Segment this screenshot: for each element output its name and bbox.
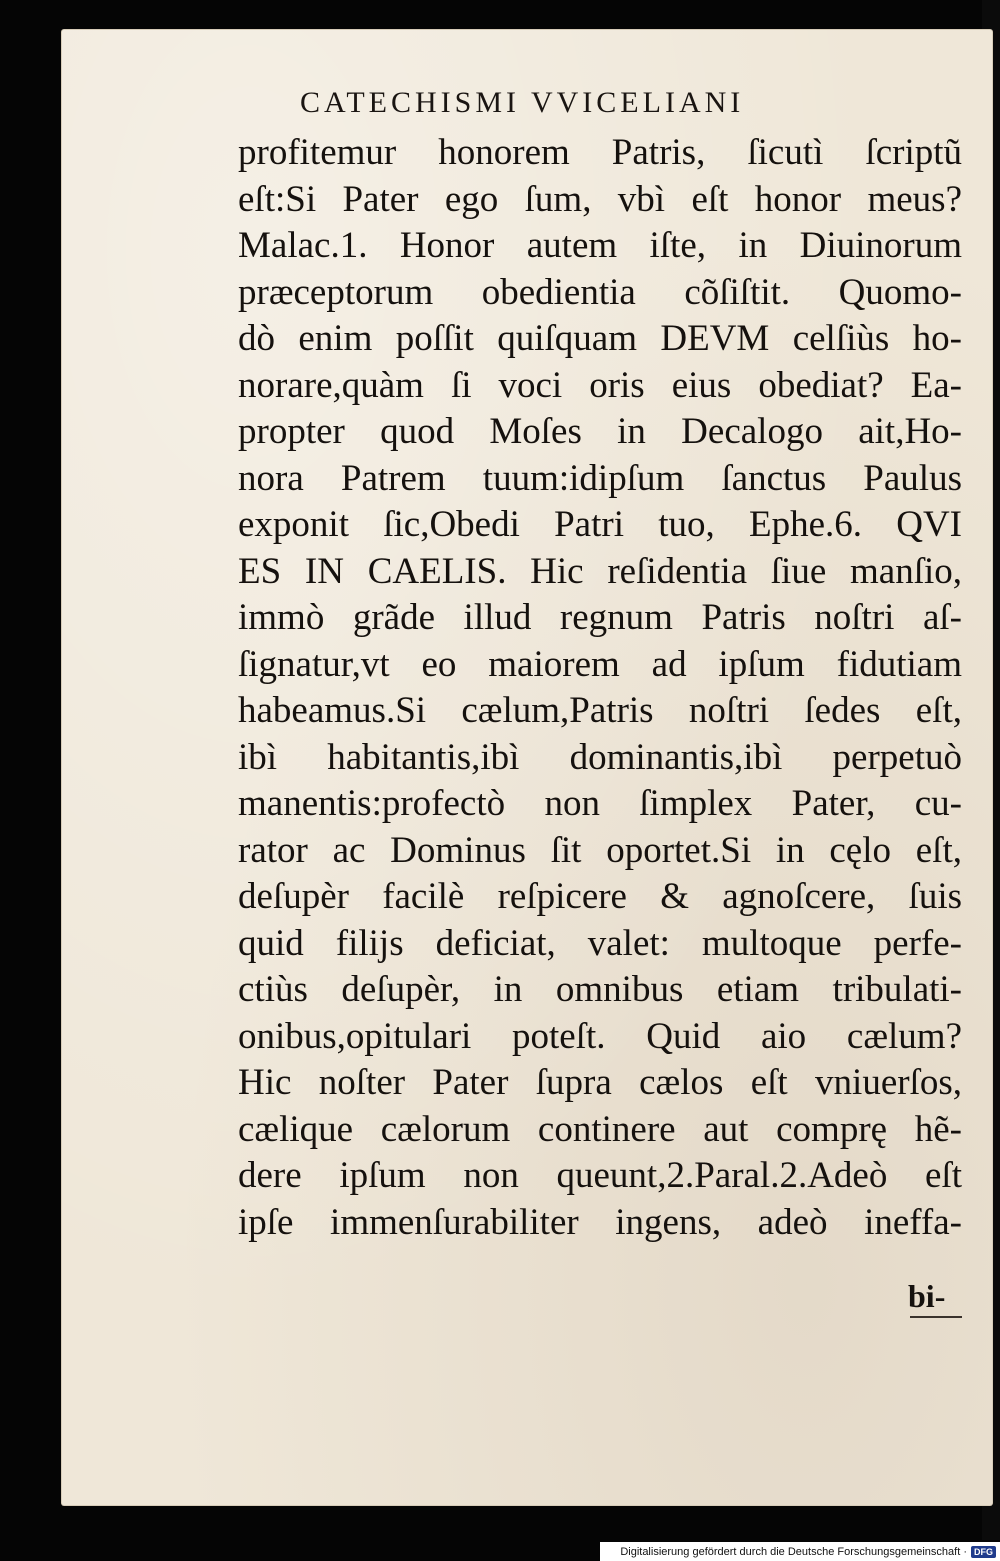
text-line: propter quod Moſes in Decalogo ait,Ho- [238, 411, 962, 452]
page-text-block [238, 130, 962, 1310]
text-line: dò enim poſſit quiſquam DEVM celſiùs ho- [238, 318, 962, 359]
text-line: profitemur honorem Patris, ſicutì ſcriptũ [238, 132, 962, 173]
text-line: immò grãde illud regnum Patris noſtri aſ- [238, 597, 962, 638]
text-line: eſt:Si Pater ego ſum, vbì eſt honor meus? [238, 178, 962, 220]
catchword-rule [910, 1316, 962, 1318]
text-line: exponit ſic,Obedi Patri tuo, Ephe.6. QVI [238, 504, 962, 545]
text-line: dere ipſum non queunt,2.Paral.2.Adeò eſt [238, 1155, 962, 1196]
text-line: nora Patrem tuum:idipſum ſanctus Paulus [238, 457, 962, 499]
text-line: ſignatur,vt eo maiorem ad ipſum fidutiam [238, 643, 962, 685]
text-line: norare,quàm ſi voci oris eius obediat? Ea- [238, 364, 962, 406]
text-line: ibì habitantis,ibì dominantis,ibì perpetuò [238, 736, 962, 778]
text-line: deſupèr facilè reſpicere & agnoſcere, ſuis [238, 876, 962, 917]
text-line: onibus,opitulari poteſt. Quid aio cælum? [238, 1015, 962, 1057]
text-line: ipſe immenſurabiliter ingens, adeò ineffa- [238, 1201, 962, 1243]
running-head: CATECHISMI VVICELIANI [300, 86, 745, 119]
text-line: Hic noſter Pater ſupra cælos eſt vniuerſos, [238, 1062, 962, 1103]
footer-credit-text: Digitalisierung gefördert durch die Deutsche Forschungsgemeinschaft · [620, 1545, 967, 1558]
text-line: rator ac Dominus ſit oportet.Si in cęlo eſt, [238, 829, 962, 871]
footer-credit-banner [600, 1542, 1000, 1561]
text-line: cælique cælorum continere aut comprę hẽ- [238, 1108, 962, 1150]
text-line: habeamus.Si cælum,Patris noſtri ſedes eſt, [238, 690, 962, 731]
catchword: bi- [908, 1278, 946, 1314]
text-line: ctiùs deſupèr, in omnibus etiam tribulati- [238, 969, 962, 1010]
text-line: manentis:profectò non ſimplex Pater, cu- [238, 783, 962, 824]
text-line: ES IN CAELIS. Hic reſidentia ſiue manſio, [238, 550, 962, 592]
text-line: præceptorum obedientia cõſiſtit. Quomo- [238, 271, 962, 313]
text-line: Malac.1. Honor autem iſte, in Diuinorum [238, 225, 962, 266]
text-line: quid filijs deficiat, valet: multoque perfe- [238, 922, 962, 964]
dfg-logo-icon: DFG [971, 1546, 996, 1558]
